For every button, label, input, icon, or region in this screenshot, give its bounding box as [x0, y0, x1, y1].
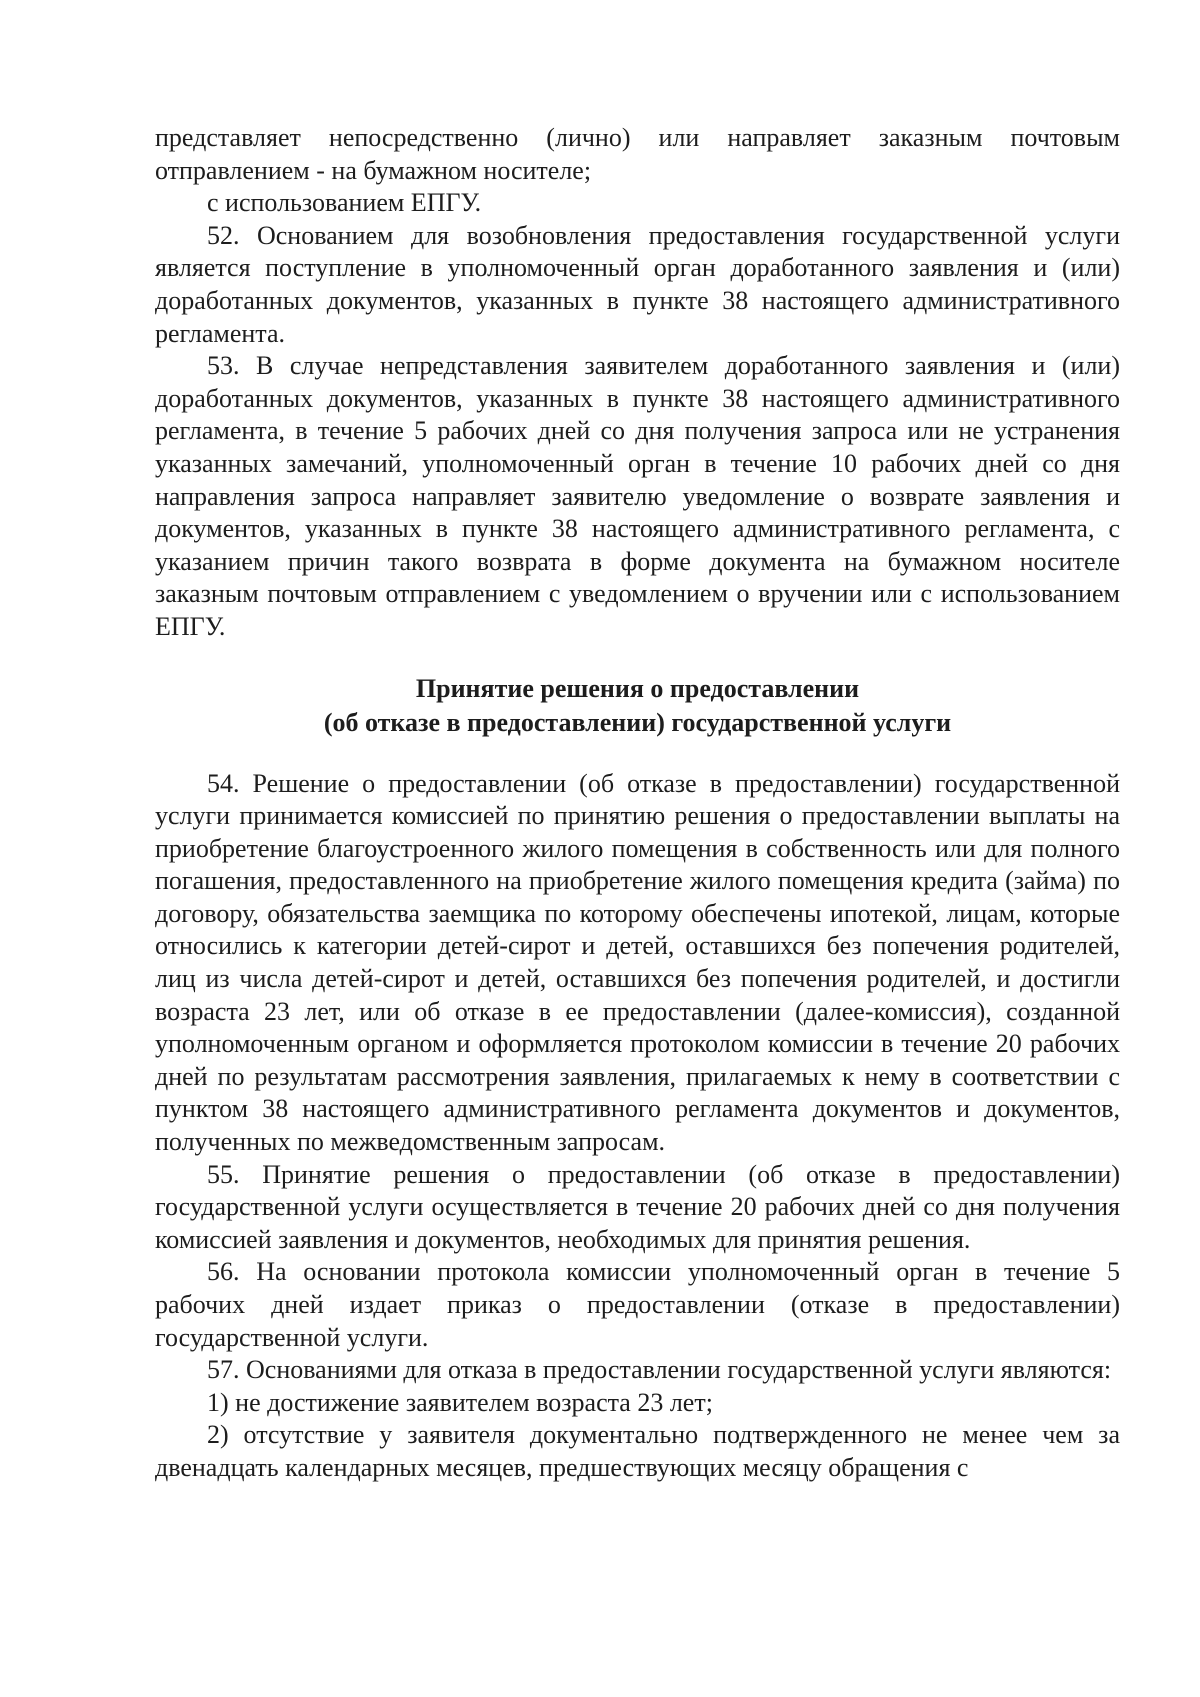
paragraph-56: 56. На основании протокола комиссии уполномоченный орган в течение 5 рабочих дней издает приказ о предоставлении (отказе в предоставлении) государственной услуги.	[155, 1257, 1120, 1352]
paragraph-epgu: с использованием ЕПГУ.	[207, 188, 482, 218]
section-heading-line-1: Принятие решения о предоставлении	[415, 673, 860, 703]
document-page	[155, 122, 1120, 1485]
paragraph-53: 53. В случае непредставления заявителем доработанного заявления и (или) доработанных документов, указанных в пункте 38 настоящего административного регламента, в течение 5 рабочих дней со дня получения запроса или не устранения указанных замечаний, уполномоченный орган в течение 10 рабочих дней со дня направления запроса направляет заявителю уведомление о возврате заявления и документов, указанных в пункте 38 настоящего административного регламента, с указанием причин такого возврата в форме документа на бумажном носителе заказным почтовым отправлением с уведомлением о вручении или с использованием ЕПГУ.	[155, 351, 1120, 641]
paragraph-57: 57. Основаниями для отказа в предоставлении государственной услуги являются:	[207, 1355, 1112, 1385]
paragraph-52: 52. Основанием для возобновления предоставления государственной услуги является поступление в уполномоченный орган доработанного заявления и (или) доработанных документов, указанных в пункте 38 настоящего административного регламента.	[155, 220, 1120, 348]
paragraph-57-item-2: 2) отсутствие у заявителя документально подтвержденного не менее чем за двенадцать календарных месяцев, предшествующих месяцу обращения с	[155, 1420, 1120, 1482]
paragraph-54: 54. Решение о предоставлении (об отказе в предоставлении) государственной услуги принимается комиссией по принятию решения о предоставлении выплаты на приобретение благоустроенного жилого помещения в собственность или для полного погашения, предоставленного на приобретение жилого помещения кредита (займа) по договору, обязательства заемщика по которому обеспечены ипотекой, лицам, которые относились к категории детей-сирот и детей, оставшихся без попечения родителей, лиц из числа детей-сирот и детей, оставшихся без попечения родителей, и достигли возраста 23 лет, или об отказе в ее предоставлении (далее-комиссия), созданной уполномоченным органом и оформляется протоколом комиссии в течение 20 рабочих дней по результатам рассмотрения заявления, прилагаемых к нему в соответствии с пунктом 38 настоящего административного регламента документов и документов, полученных по межведомственным запросам.	[155, 768, 1120, 1157]
paragraph-55: 55. Принятие решения о предоставлении (об отказе в предоставлении) государственной услуги осуществляется в течение 20 рабочих дней со дня получения комиссией заявления и документов, необходимых для принятия решения.	[155, 1159, 1120, 1254]
section-heading	[155, 672, 1120, 740]
section-heading-line-2: (об отказе в предоставлении) государственной услуги	[323, 707, 952, 737]
paragraph-continuation: представляет непосредственно (лично) или направляет заказным почтовым отправлением - на бумажном носителе;	[155, 123, 1120, 185]
paragraph-57-item-1: 1) не достижение заявителем возраста 23 лет;	[207, 1387, 713, 1417]
